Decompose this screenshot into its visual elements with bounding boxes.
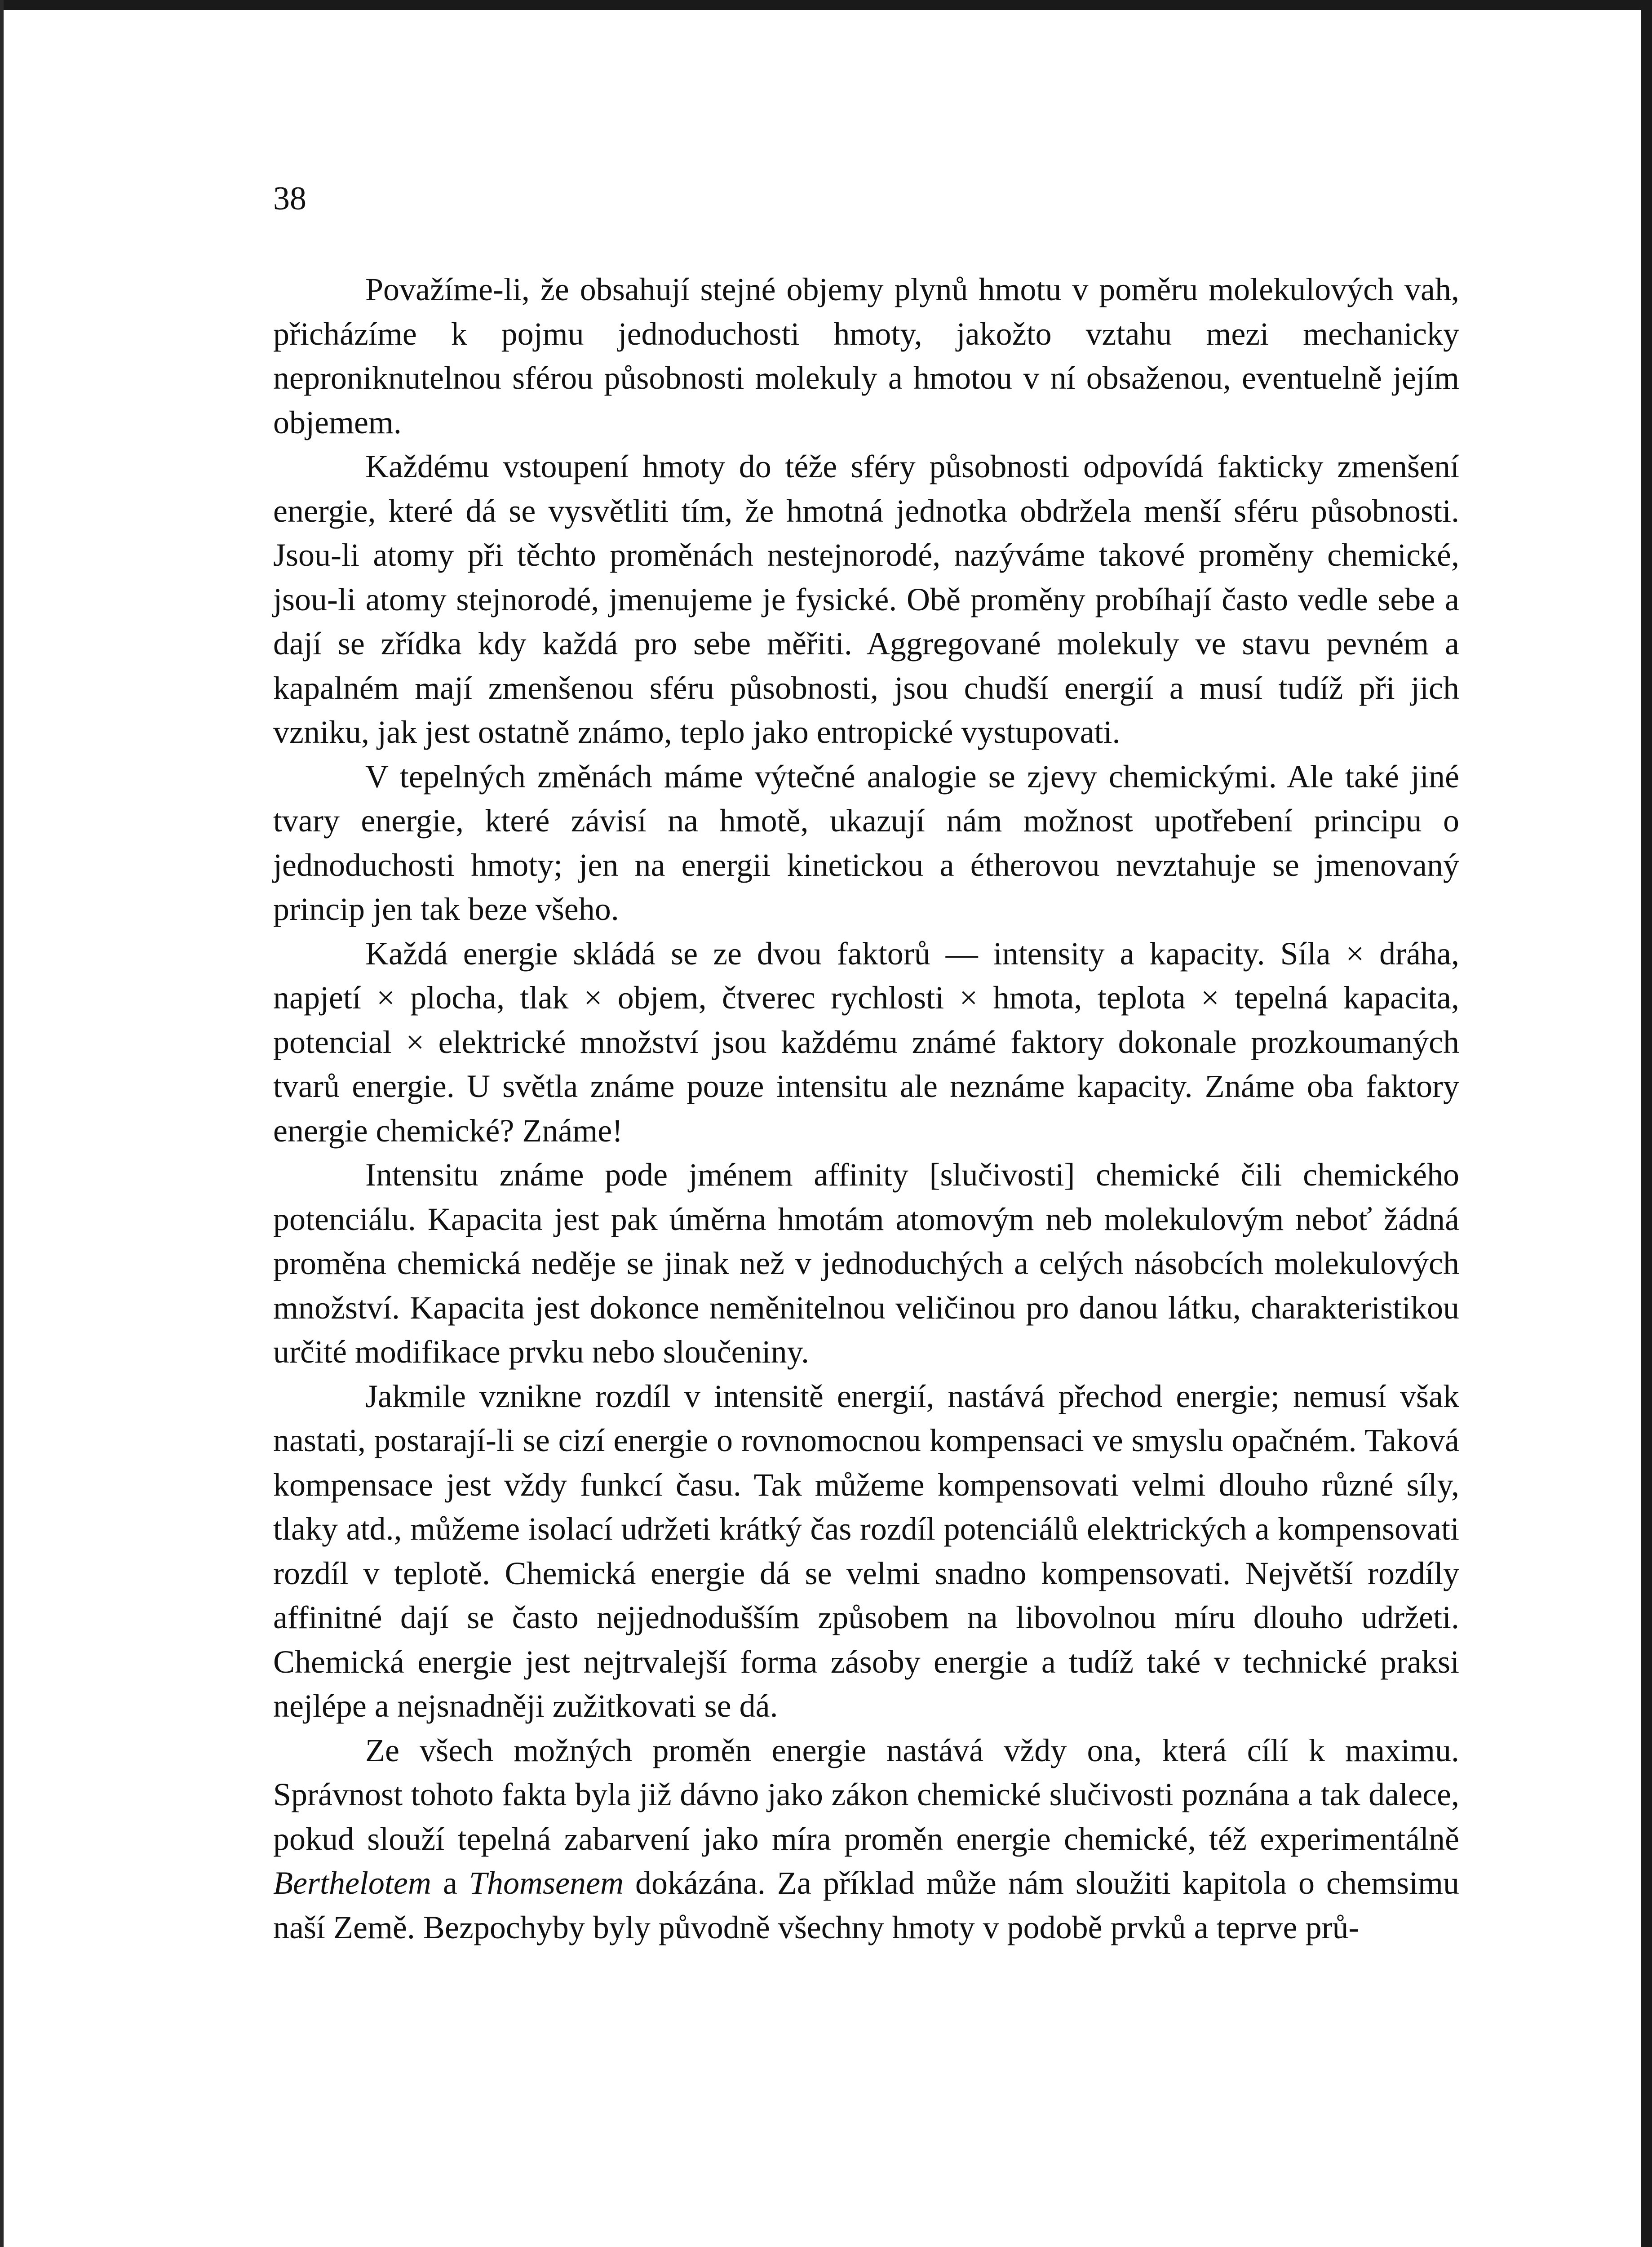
paragraph-2: Každému vstoupení hmoty do téže sféry působnosti odpovídá fakticky zmenšení energie, které dá se vysvětliti tím, že hmotná jednotka obdržela menší sféru působnosti. Jsou-li atomy při těchto proměnách nestejnorodé, nazýváme takové proměny chemické, jsou-li atomy stejnorodé, jmenujeme je fysické. Obě proměny probíhají často vedle sebe a dají se zřídka kdy každá pro sebe měřiti. Aggregované molekuly ve stavu pevném a kapalném mají zmenšenou sféru působnosti, jsou chudší energií a musí tudíž při jich vzniku, jak jest ostatně známo, teplo jako entropické vystupovati. — [273, 449, 1459, 750]
author-name-berthelot: Berthelotem — [273, 1865, 431, 1901]
paragraph-4: Každá energie skládá se ze dvou faktorů — intensity a kapacity. Síla × dráha, napjetí × plocha, tlak × objem, čtverec rychlosti × hmota, teplota × tepelná kapacita, potencial × elektrické množství jsou každému známé faktory dokonale prozkoumaných tvarů energie. U světla známe pouze intensitu ale neznáme kapacity. Známe oba faktory energie chemické? Známe! — [273, 935, 1459, 1149]
author-name-thomsen: Thomsenem — [469, 1865, 624, 1901]
paragraph-5: Intensitu známe pode jménem affinity [slučivosti] chemické čili chemického potenciálu. Kapacita jest pak úměrna hmotám atomovým neb molekulovým neboť žádná proměna chemická neděje se jinak než v jednoduchých a celých násobcích molekulových množství. Kapacita jest dokonce neměnitelnou veličinou pro danou látku, charakteristikou určité modifikace prvku nebo sloučeniny. — [273, 1157, 1459, 1370]
scan-border-top — [0, 0, 1652, 10]
body-text — [273, 267, 1459, 1949]
paragraph-7-part-1: Ze všech možných proměn energie nastává vždy ona, která cílí k maximu. Správnost tohoto fakta byla již dávno jako zákon chemické slučivosti poznána a tak dalece, pokud slouží tepelná zabarvení jako míra proměn energie chemické, též experimentálně — [273, 1732, 1459, 1857]
scan-border-left — [0, 0, 4, 2247]
page-number: 38 — [273, 180, 306, 217]
paragraph-7-part-2: a — [431, 1865, 469, 1901]
paragraph-6: Jakmile vznikne rozdíl v intensitě energií, nastává přechod energie; nemusí však nastati, postarají-li se cizí energie o rovnomocnou kompensaci ve smyslu opačném. Taková kompensace jest vždy funkcí času. Tak můžeme kompensovati velmi dlouho různé síly, tlaky atd., můžeme isolací udržeti krátký čas rozdíl potenciálů elektrických a kompensovati rozdíl v teplotě. Chemická energie dá se velmi snadno kompensovati. Největší rozdíly affinitné dají se často nejjednodušším způsobem na libovolnou míru dlouho udržeti. Chemická energie jest nejtrvalejší forma zásoby energie a tudíž také v technické praksi nejlépe a nejsnadněji zužitkovati se dá. — [273, 1378, 1459, 1724]
paragraph-7 — [273, 1728, 1459, 1950]
paragraph-3: V tepelných změnách máme výtečné analogie se zjevy chemickými. Ale také jiné tvary energie, které závisí na hmotě, ukazují nám možnost upotřebení principu o jednoduchosti hmoty; jen na energii kinetickou a étherovou nevztahuje se jmenovaný princip jen tak beze všeho. — [273, 758, 1459, 927]
paragraph-1: Považíme-li, že obsahují stejné objemy plynů hmotu v poměru molekulových vah, přicházíme k pojmu jednoduchosti hmoty, jakožto vztahu mezi mechanicky neproniknutelnou sférou působnosti molekuly a hmotou v ní obsaženou, eventuelně jejím objemem. — [273, 271, 1459, 440]
paragraph-7-part-3: dokázána. Za příklad může nám sloužiti kapitola o chemsimu naší Země. Bezpochyby byly původně všechny hmoty v podobě prvků a teprve prů- — [273, 1865, 1459, 1945]
scan-border-right — [1641, 0, 1652, 2247]
